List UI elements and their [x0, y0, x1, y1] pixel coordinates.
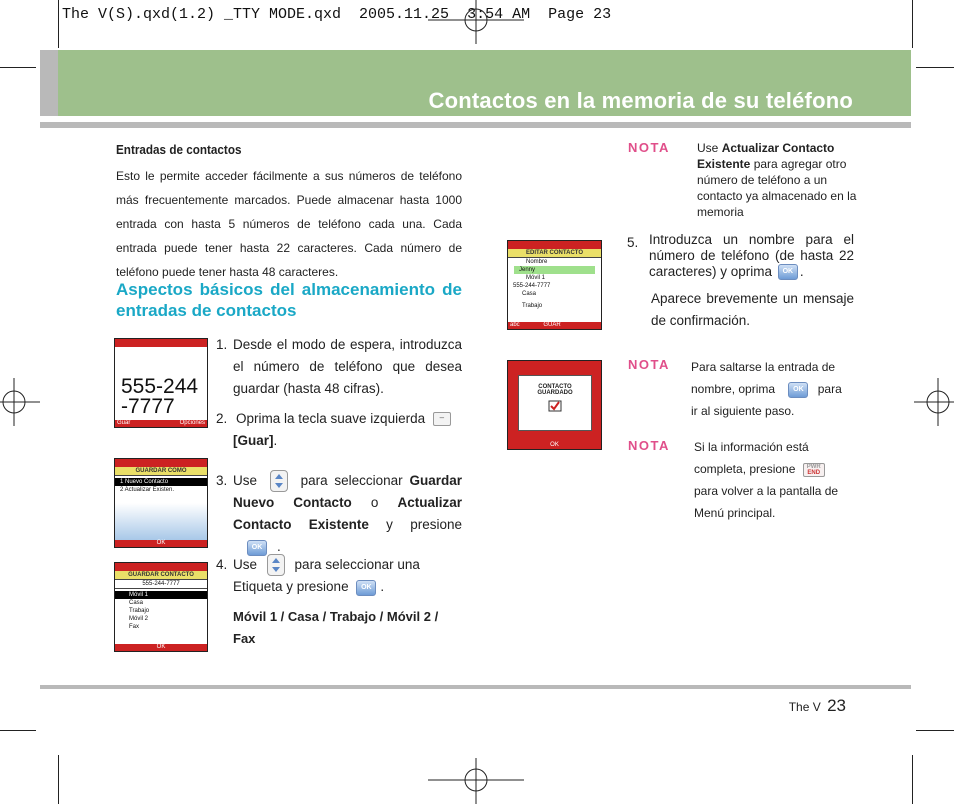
- screen-soft: GUAR: [543, 322, 561, 328]
- screen-field: 555-244-7777: [513, 283, 551, 289]
- screen-soft: OK: [115, 644, 207, 651]
- entries-body: Esto le permite acceder fácilmente a sus números de teléfono más frecuentemente marcados. Puede almacenar hasta 1000 entrada con hasta 5 números de teléfono cada una. Cada entrada puede tener hasta 22 caracteres. Cada número de teléfono puede tener hasta 48 caracteres.: [116, 169, 462, 279]
- screen-soft: OK: [508, 442, 601, 449]
- screen-label-item: Trabajo: [129, 608, 150, 614]
- screen-number-row: 555-244-7777: [115, 580, 207, 589]
- footer-brand: The V: [788, 700, 821, 714]
- screen-soft-left: Guar: [117, 420, 131, 426]
- left-soft-key-icon: –: [433, 412, 451, 426]
- page-title: Contactos en la memoria de su teléfono: [428, 88, 853, 113]
- screen-header: EDITAR CONTACTO: [508, 249, 601, 258]
- navigation-key-icon: [270, 470, 288, 492]
- note-1: Use Actualizar Contacto Existente para agregar otro número de teléfono a un contacto ya almacenado en la memoria: [697, 141, 857, 219]
- step-3: 3. Use para seleccionar Guardar Nuevo Contacto o Actualizar Contacto Existente y presione OK .: [216, 470, 462, 558]
- ok-key-icon: OK: [788, 382, 808, 398]
- screen-soft: OK: [115, 540, 207, 547]
- check-icon: [548, 400, 562, 412]
- saved-line-1: CONTACTO: [538, 384, 572, 390]
- screen-field: Jenny: [514, 266, 595, 274]
- screen-field: Trabajo: [522, 303, 543, 309]
- step-2: 2. Oprima la tecla suave izquierda – [Guar].: [216, 408, 462, 452]
- ok-key-icon: OK: [778, 264, 798, 280]
- label-options: Móvil 1 / Casa / Trabajo / Móvil 2 / Fax: [233, 609, 439, 647]
- note-label: NOTA: [628, 438, 670, 453]
- screen-field: Móvil 1: [526, 275, 546, 281]
- title-underline: [40, 122, 911, 128]
- step-5-confirmation: Aparece brevemente un mensaje de confirmación.: [651, 291, 854, 329]
- note-3: Si la información está completa, presione PWR END para volver a la pantalla de Menú principal.: [694, 440, 839, 520]
- aspects-heading: Aspectos básicos del almacenamiento de entradas de contactos: [116, 280, 462, 320]
- screen-label-item: Móvil 2: [129, 616, 149, 622]
- screen-field: Nombre: [526, 259, 548, 265]
- title-bar: [58, 50, 911, 116]
- step-5: 5. Introduzca un nombre para el número de teléfono (de hasta 22 caracteres) y oprima OK . Aparece brevemente un mensaje de confirmación.: [627, 232, 854, 332]
- screen-edit-contact: [507, 240, 602, 330]
- ok-key-icon: OK: [356, 580, 376, 596]
- navigation-key-icon: [267, 554, 285, 576]
- print-slug: The V(S).qxd(1.2) _TTY MODE.qxd 2005.11.25 3:54 AM Page 23: [62, 6, 612, 23]
- screen-contact-saved: [507, 360, 602, 450]
- screen-field: Casa: [522, 291, 537, 297]
- step-4: 4. Use para seleccionar una Etiqueta y presione OK . Móvil 1 / Casa / Trabajo / Móvil 2 / Fax: [216, 554, 462, 650]
- screen-number-entry: [114, 338, 208, 428]
- note-label: NOTA: [628, 357, 670, 372]
- note-2: Para saltarse la entrada de nombre, oprima OK para ir al siguiente paso.: [691, 360, 842, 418]
- entries-heading: Entradas de contactos: [116, 142, 242, 157]
- screen-soft-left: abc: [510, 322, 520, 328]
- ok-key-icon: OK: [247, 540, 267, 556]
- screen-header: GUARDAR COMO: [115, 467, 207, 476]
- screen-item: 1 Nuevo Contacto: [115, 478, 207, 486]
- step-1: 1. Desde el modo de espera, introduzca el número de teléfono que desea guardar (hasta 48 cifras).: [216, 337, 462, 396]
- page-number: 23: [827, 696, 846, 715]
- screen-label-item: Casa: [129, 600, 144, 606]
- saved-line-2: GUARDADO: [537, 390, 573, 396]
- screen-number: 555-244 -7777: [121, 375, 199, 418]
- screen-save-as: [114, 458, 208, 548]
- screen-label-item: Fax: [129, 624, 140, 630]
- screen-header: GUARDAR CONTACTO: [115, 571, 207, 580]
- footer-rule: [40, 685, 911, 689]
- title-side-block: [40, 50, 58, 116]
- end-key-icon: PWR END: [803, 463, 825, 477]
- screen-soft-right: Opciones: [179, 420, 205, 426]
- screen-save-contact: [114, 562, 208, 652]
- page-footer: [789, 696, 846, 716]
- note-label: NOTA: [628, 140, 670, 155]
- screen-label-item: Móvil 1: [115, 591, 207, 599]
- screen-item: 2 Actualizar Existen.: [120, 487, 175, 493]
